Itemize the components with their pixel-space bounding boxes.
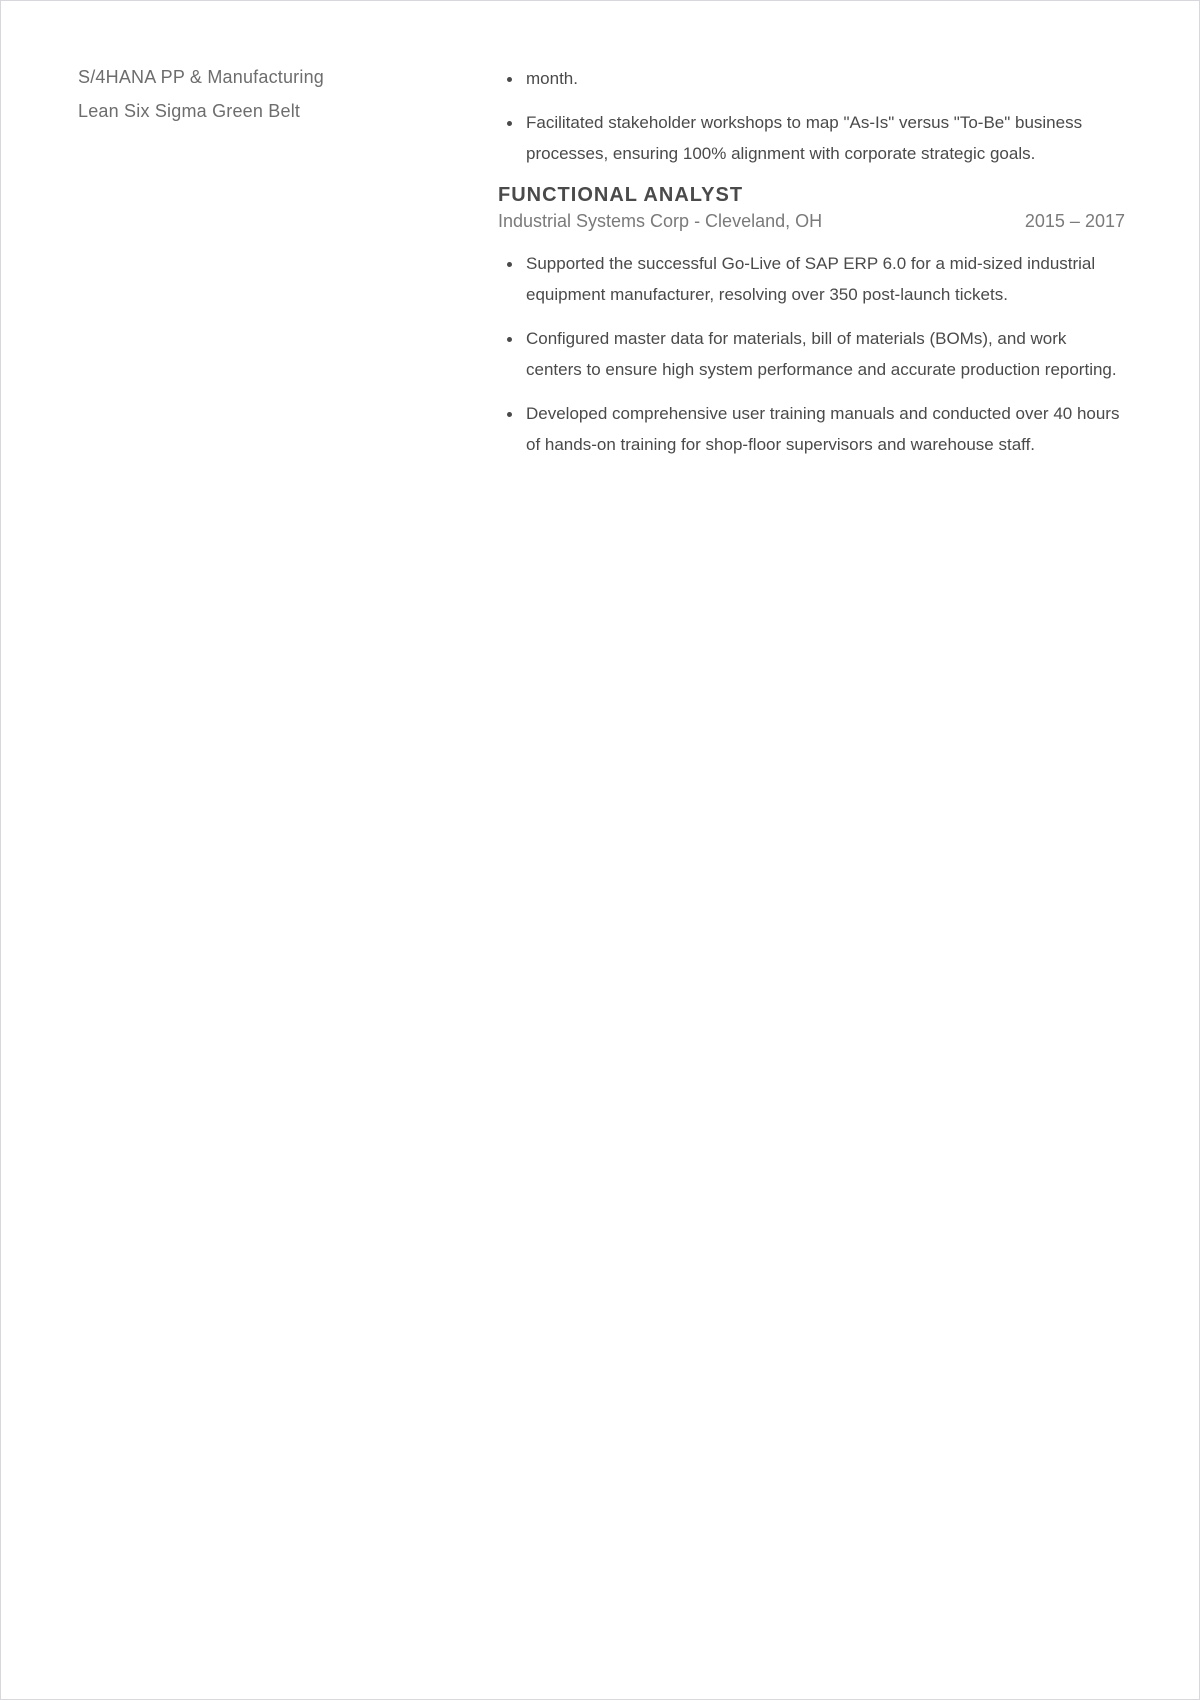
experience-column [498, 63, 1125, 473]
bullet-text: Facilitated stakeholder workshops to map "As-Is" versus "To-Be" business processes, ensuring 100% alignment with corporate strategic goals. [526, 112, 1083, 163]
bullet-text: Developed comprehensive user training manuals and conducted over 40 hours of hands-on training for shop-floor supervisors and warehouse staff. [526, 403, 1120, 454]
job-title: FUNCTIONAL ANALYST [498, 183, 744, 206]
bullet-text: Configured master data for materials, bill of materials (BOMs), and work centers to ensure high system performance and accurate production reporting. [526, 328, 1117, 379]
bullet-item [498, 248, 1125, 311]
job-bullet-list [498, 248, 1125, 461]
bullet-item [498, 323, 1125, 386]
bullet-dot-icon [507, 337, 512, 342]
bullet-dot-icon [507, 262, 512, 267]
bullet-item [498, 398, 1125, 461]
skills-column [78, 65, 438, 133]
job-company: Industrial Systems Corp - Cleveland, OH [498, 210, 823, 231]
bullet-text: Supported the successful Go-Live of SAP ERP 6.0 for a mid-sized industrial equipment manufacturer, resolving over 350 post-launch tickets. [526, 253, 1096, 304]
bullet-text: month. [526, 69, 578, 88]
bullet-dot-icon [507, 121, 512, 126]
skill-item: Lean Six Sigma Green Belt [78, 101, 301, 121]
bullet-dot-icon [507, 77, 512, 82]
job-meta [498, 208, 1125, 234]
bullet-item [498, 63, 1125, 95]
job-entry [498, 182, 1125, 461]
continued-bullet-list [498, 63, 1125, 170]
job-dates: 2015 – 2017 [1024, 210, 1125, 231]
skill-item: S/4HANA PP & Manufacturing [78, 67, 324, 87]
bullet-dot-icon [507, 412, 512, 417]
bullet-item [498, 107, 1125, 170]
